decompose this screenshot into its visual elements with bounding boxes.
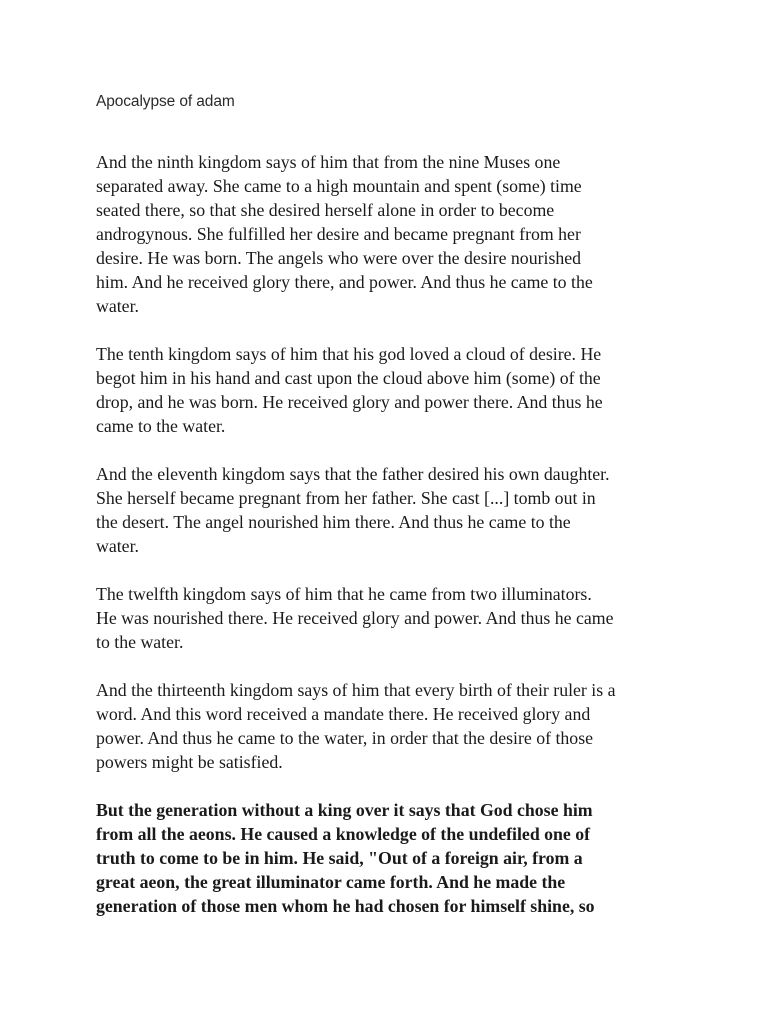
paragraph-eleventh-kingdom [96,462,676,558]
text-line: water. [96,296,139,316]
text-line: him. And he received glory there, and power. And thus he came to the [96,272,593,292]
text-line: The twelfth kingdom says of him that he came from two illuminators. [96,584,592,604]
text-line: He was nourished there. He received glory and power. And thus he came [96,608,614,628]
text-line: And the thirteenth kingdom says of him that every birth of their ruler is a [96,680,616,700]
text-line: great aeon, the great illuminator came forth. And he made the [96,872,566,892]
text-line: The tenth kingdom says of him that his god loved a cloud of desire. He [96,344,602,364]
paragraph-ninth-kingdom [96,150,676,318]
paragraph-twelfth-kingdom [96,582,676,654]
text-line: And the ninth kingdom says of him that from the nine Muses one [96,152,561,172]
text-line: And the eleventh kingdom says that the father desired his own daughter. [96,464,610,484]
text-line: separated away. She came to a high mountain and spent (some) time [96,176,582,196]
paragraph-tenth-kingdom [96,342,676,438]
text-line: drop, and he was born. He received glory and power there. And thus he [96,392,603,412]
text-line: begot him in his hand and cast upon the cloud above him (some) of the [96,368,601,388]
text-line: word. And this word received a mandate there. He received glory and [96,704,591,724]
text-line: She herself became pregnant from her father. She cast [...] tomb out in [96,488,596,508]
text-line: seated there, so that she desired herself alone in order to become [96,200,555,220]
text-line: power. And thus he came to the water, in order that the desire of those [96,728,594,748]
text-line: But the generation without a king over it says that God chose him [96,800,593,820]
text-line: generation of those men whom he had chosen for himself shine, so [96,896,595,916]
document-body [96,150,676,942]
text-line: truth to come to be in him. He said, "Out of a foreign air, from a [96,848,583,868]
text-line: powers might be satisfied. [96,752,283,772]
text-line: the desert. The angel nourished him there. And thus he came to the [96,512,571,532]
paragraph-thirteenth-kingdom [96,678,676,774]
text-line: from all the aeons. He caused a knowledge of the undefiled one of [96,824,591,844]
text-line: desire. He was born. The angels who were over the desire nourished [96,248,582,268]
paragraph-generation-without-king [96,798,676,918]
document-title: Apocalypse of adam [96,93,235,110]
text-line: to the water. [96,632,184,652]
text-line: came to the water. [96,416,226,436]
text-line: androgynous. She fulfilled her desire and became pregnant from her [96,224,581,244]
text-line: water. [96,536,139,556]
